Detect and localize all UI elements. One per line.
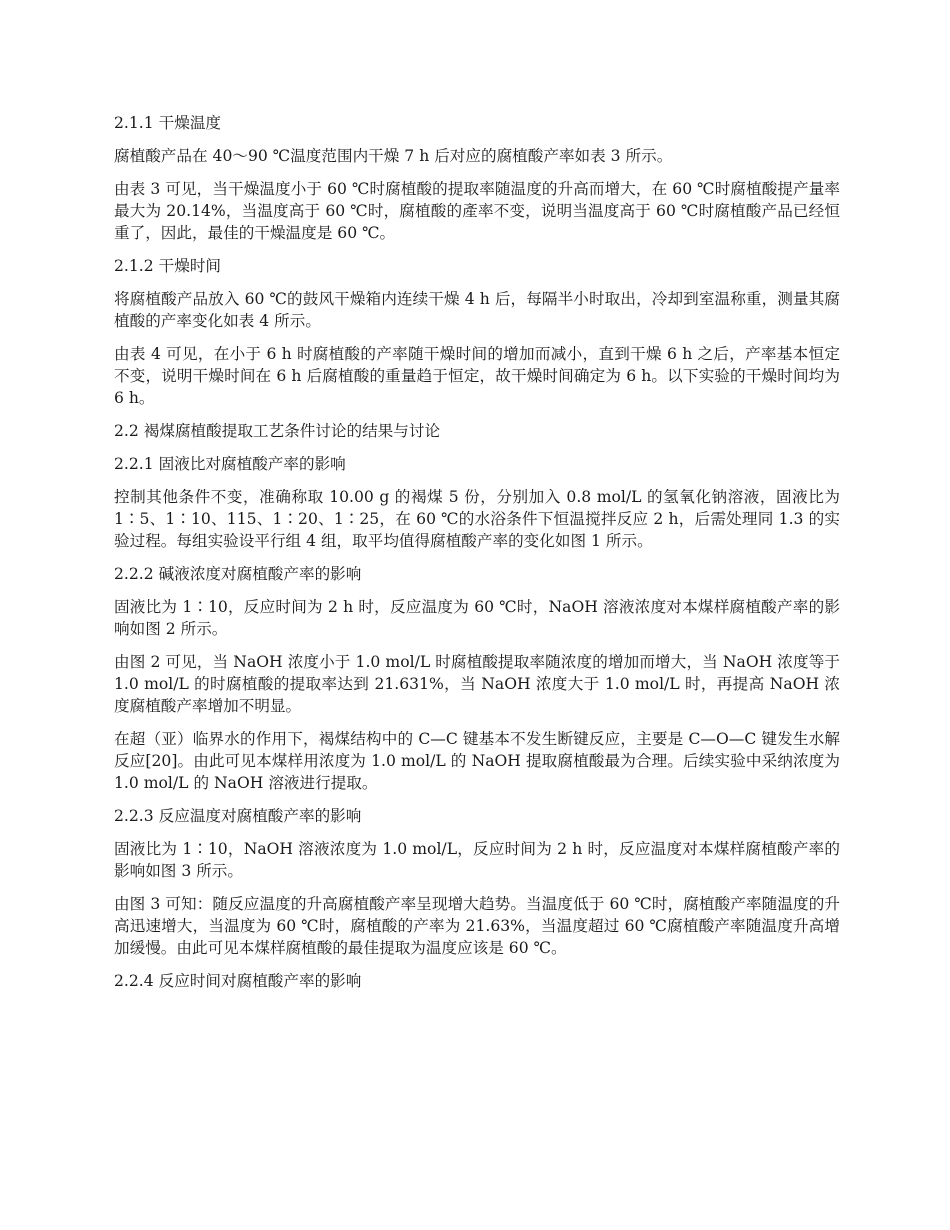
- section-heading-2-2-1: 2.2.1 固液比对腐植酸产率的影响: [114, 455, 346, 473]
- paragraph: 由表 3 可见，当干燥温度小于 60 ℃时腐植酸的提取率随温度的升高而增大，在 60 ℃时腐植酸提产量率最大为 20.14%，当温度高于 60 ℃时，腐植酸的產率不变，说明当温度高于 60 ℃时腐植酸产品已经恒重了，因此，最佳的干燥温度是 60 ℃。: [114, 180, 840, 242]
- section-heading-2-1-1: 2.1.1 干燥温度: [114, 114, 222, 132]
- section-heading-2-2-2: 2.2.2 碱液浓度对腐植酸产率的影响: [114, 565, 362, 583]
- section-heading-2-2-3: 2.2.3 反应温度对腐植酸产率的影响: [114, 807, 362, 825]
- paragraph: 由图 2 可见，当 NaOH 浓度小于 1.0 mol/L 时腐植酸提取率随浓度的增加而增大，当 NaOH 浓度等于 1.0 mol/L 的时腐植酸的提取率达到 21.631%，当 NaOH 浓度大于 1.0 mol/L 时，再提高 NaOH 浓度腐植酸产率增加不明显。: [114, 653, 840, 715]
- paragraph: 由图 3 可知：随反应温度的升高腐植酸产率呈现增大趋势。当温度低于 60 ℃时，腐植酸产率随温度的升高迅速增大，当温度为 60 ℃时，腐植酸的产率为 21.63%，当温度超过 60 ℃腐植酸产率随温度升高增加缓慢。由此可见本煤样腐植酸的最佳提取为温度应该是 60 ℃。: [114, 895, 840, 957]
- paragraph: 固液比为 1∶10，反应时间为 2 h 时，反应温度为 60 ℃时，NaOH 溶液浓度对本煤样腐植酸产率的影响如图 2 所示。: [114, 598, 840, 638]
- paragraph: 由表 4 可见，在小于 6 h 时腐植酸的产率随干燥时间的增加而减小，直到干燥 6 h 之后，产率基本恒定不变，说明干燥时间在 6 h 后腐植酸的重量趋于恒定，故干燥时间确定为 6 h。以下实验的干燥时间均为 6 h。: [114, 345, 840, 407]
- section-heading-2-2: 2.2 褐煤腐植酸提取工艺条件讨论的结果与讨论: [114, 422, 441, 440]
- section-heading-2-1-2: 2.1.2 干燥时间: [114, 257, 222, 275]
- paragraph: 将腐植酸产品放入 60 ℃的鼓风干燥箱内连续干燥 4 h 后，每隔半小时取出，冷却到室温称重，测量其腐植酸的产率变化如表 4 所示。: [114, 290, 840, 330]
- paragraph: 固液比为 1∶10，NaOH 溶液浓度为 1.0 mol/L，反应时间为 2 h 时，反应温度对本煤样腐植酸产率的影响如图 3 所示。: [114, 840, 840, 880]
- section-heading-2-2-4: 2.2.4 反应时间对腐植酸产率的影响: [114, 972, 362, 990]
- paragraph: 腐植酸产品在 40～90 ℃温度范围内干燥 7 h 后对应的腐植酸产率如表 3 所示。: [114, 147, 673, 165]
- paragraph: 在超（亚）临界水的作用下，褐煤结构中的 C—C 键基本不发生断键反应，主要是 C—O—C 键发生水解反应[20]。由此可见本煤样用浓度为 1.0 mol/L 的 NaOH 提取腐植酸最为合理。后续实验中采纳浓度为 1.0 mol/L 的 NaOH 溶液进行提取。: [114, 730, 840, 792]
- paragraph: 控制其他条件不变，准确称取 10.00 g 的褐煤 5 份，分别加入 0.8 mol/L 的氢氧化钠溶液，固液比为 1∶5、1∶10、115、1∶20、1∶25，在 60 ℃的水浴条件下恒温搅拌反应 2 h，后需处理同 1.3 的实验过程。每组实验设平行组 4 组，取平均值得腐植酸产率的变化如图 1 所示。: [114, 488, 840, 550]
